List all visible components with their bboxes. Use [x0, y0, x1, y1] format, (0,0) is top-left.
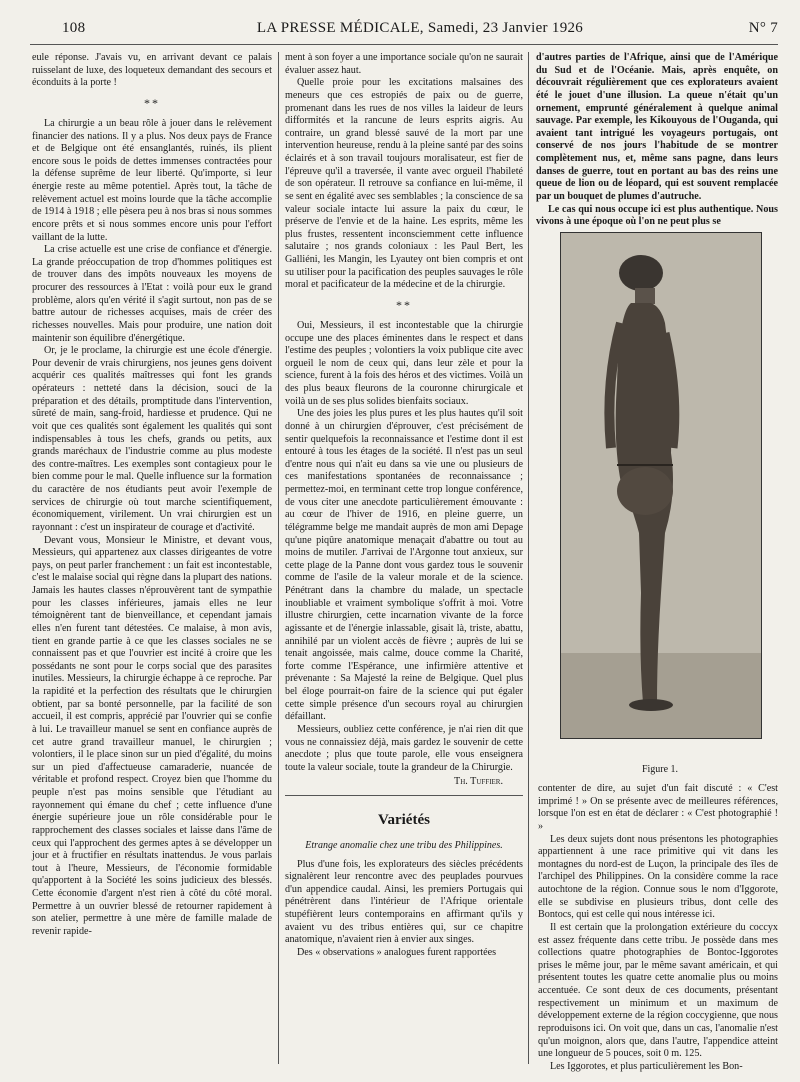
- figure-illustration: [561, 233, 761, 738]
- section-rule: [285, 795, 523, 796]
- column-1: [32, 52, 272, 1062]
- paragraph: Plus d'une fois, les explorateurs des siècles précédents signalèrent leur rencontre avec des peuplades pourvues d'un appendice caudal. Ainsi, les premiers Portugais qui pénétrèrent dans l'intérieur de l'Afrique orientale stupéfièrent leurs contemporains en affirmant qu'ils y avaient vu des tribus entières qui, sur ce chapitre anatomique, n'avaient rien à envier aux singes.: [285, 858, 523, 946]
- figure-photograph: [560, 232, 762, 739]
- paragraph: Oui, Messieurs, il est incontestable que la chirurgie occupe une des places éminentes dans le respect et dans l'estime des peuples ; volontiers la voix publique cite avec orgueil le nom de ceux qui, dans leur zèle et pour la science, furent à la fois des héros et des victimes. Voilà un des plus beaux fleurons de la couronne chirurgicale et voilà un de ses plus solides bienfaits sociaux.: [285, 319, 523, 407]
- paragraph: d'autres parties de l'Afrique, ainsi que de l'Amérique du Sud et de l'Océanie. Mais, après enquête, on découvrait régulièrement que ces explorateurs avaient été le jouet d'une illusion. La queue n'était qu'un ornement, emprunté généralement à quelque animal sauvage. Par exemple, les Kikouyous de l'Ouganda, qui avaient tant intrigué les voyageurs portugais, ont conservé de nos jours l'habitude de se montrer complètement nus, et, même sans pagne, dans leurs danses de guerre, tout en portant au bas des reins une queue de lion ou de léopard, qui est souvent remplacée par un bouquet de plumes d'autruche.: [536, 52, 778, 202]
- author-signature: Th. Tuffier.: [454, 776, 503, 788]
- paragraph: Messieurs, oubliez cette conférence, je n'ai rien dit que vous ne connaissiez déjà, mais gardez le souvenir de cette anecdote ; plus que toute parole, elle vous enseignera toute la valeur sociale, toute la grandeur de la Chirurgie.: [285, 723, 523, 773]
- column-3-bottom: [538, 783, 778, 1072]
- paragraph: Les deux sujets dont nous présentons les photographies appartiennent à une race primitive qui vit dans les montagnes du nord-est de Luçon, la principale des îles de l'archipel des Philippines. On la considère comme la race autochtone de la région. Connue sous le nom d'Iggorote, elle se subdivise en plusieurs tribus, dont celle des Bontocs, qui est celle qui nous intéresse ici.: [538, 833, 778, 921]
- paragraph: Il est certain que la prolongation extérieure du coccyx est assez fréquente dans cette tribu. Je possède dans mes collections quatre photographies de Bontoc-Iggorotes prises le même jour, par le même savant américain, et qui présentent toutes les quatre cette anomalie plus ou moins accentuée. Ce sont deux de ces documents, présentant respectivement un minimum et un maximum de développement externe de la région coccygienne, que nous reproduisons ici. On voit que, dans un cas, l'anomalie n'est qu'un moignon, alors que, dans l'autre, l'appendice atteint une longueur de 5 pouces, soit 0 m. 125.: [538, 921, 778, 1060]
- paragraph: Des « observations » analogues furent rapportées: [297, 946, 497, 958]
- section-title: Variétés: [378, 812, 430, 828]
- paragraph: Or, je le proclame, la chirurgie est une école d'énergie. Pour devenir de vrais chirurgiens, nos jeunes gens doivent acquérir ces qualités maîtresses qui font les grands opérateurs : netteté dans la décision, souci de la préparation et des détails, promptitude dans l'intervention, sûreté de main, sang-froid, hardiesse et prudence. Qui ne voit que ces qualités sont également les qualités qui sont indispensables à tous les chefs, grands ou petits, aux grands maréchaux de l'industrie comme au plus modeste des contre-maîtres. Les exemples sont contagieux pour le bien comme pour le mal. Quelle influence sur la formation du caractère de nos étudiants peut avoir l'exemple de services de chirurgie où tout marche scientifiquement, économiquement, virilement. Un vrai chirurgien est un rayonnant : c'est un inspirateur de courage et d'activité.: [32, 345, 272, 533]
- column-rule-2: [528, 52, 529, 1064]
- paragraph: La chirurgie a un beau rôle à jouer dans le relèvement financier des nations. Il y a plus. Nos deux pays de France et de Belgique ont été ensanglantés, ruinés, ils plient encore sous le poids de dettes immenses contractées pour la défense suprême de leur liberté. Qu'importe, si leur énergie reste au même potentiel. Après tout, la tâche de relèvement actuel est moins lourde que la tâche accomplie de 1914 à 1918 ; elle pèsera peu à nos bras si nous sommes encore prêts et si nous sommes encore unis pour l'effort vaillant de la lutte.: [32, 117, 272, 243]
- paragraph: ment à son foyer a une importance sociale qu'on ne saurait évaluer assez haut.: [285, 52, 523, 76]
- article-title: Etrange anomalie chez une tribu des Philippines.: [305, 840, 503, 851]
- issue-number: N° 7: [748, 20, 778, 36]
- section-separator: **: [144, 95, 160, 110]
- page-header: [62, 20, 778, 38]
- paragraph: eule réponse. J'avais vu, en arrivant devant ce palais ruisselant de luxe, des loqueteux demandant des secours et éconduits à la porte !: [32, 52, 272, 89]
- paragraph: Les Iggorotes, et plus particulièrement les Bon-: [550, 1060, 743, 1072]
- paragraph: Quelle proie pour les excitations malsaines des meneurs que ces estropiés de paix ou de guerre, promenant dans les rues de nos villes la laideur de leurs difformités et la rancune de leurs esprits aigris. Au contraire, un grand blessé sauvé de la mort par une intervention heureuse, rendu à la pleine santé par des soins éclairés et à son travail toujours moralisateur, est fier de l'épreuve qu'il a traversée, il vante avec orgueil l'habileté de son opérateur. Il retrouve sa confiance en lui-même, il se sent en égalité avec ses semblables ; la conscience de sa valeur sociale intacte lui assure la paix du cœur, le préserve de l'envie et de la haine. Les esprits, même les plus frustes, ressentent inconsciemment cette influence salutaire ; nos grands coloniaux : les Paul Bert, les Galliéni, les Mangin, les Lyautey ont bien compris et ont su utiliser pour la pacification des peuples sauvages le rôle moral et pacificateur de la médecine et de la chirurgie.: [285, 77, 523, 291]
- column-2: [285, 52, 523, 1062]
- column-3-top: [536, 52, 778, 228]
- section-separator: **: [396, 297, 412, 312]
- paragraph: Le cas qui nous occupe ici est plus authentique. Nous vivons à une époque où l'on ne peut plus se: [536, 203, 778, 228]
- paragraph: contenter de dire, au sujet d'un fait discuté : « C'est imprimé ! » On se présente avec de meilleures références, lorsque l'on est en état de déclarer : « C'est photographié ! »: [538, 783, 778, 832]
- paragraph: Une des joies les plus pures et les plus hautes qu'il soit donné à un chirurgien d'éprouver, c'est précisément de sentir quelquefois la reconnaissance et l'estime dont il est entouré à tous les étages de la société. Il n'est pas un seul d'entre nous qui n'ait eu dans sa vie une ou plusieurs de ces manifestations spontanées de reconnaissance ; permettez-moi, en terminant cette trop longue conférence, de vous citer une anecdote particulièrement émouvante : au cœur de l'hiver de 1916, en pleine guerre, un télégramme belge me mandait auprès de mon ami Depage qu'une piqûre anatomique menaçait d'abattre ou tout au moins de mutiler. J'arrivai de l'Argonne tout anxieux, sur cette plage de la Panne dont vous gardez tous le souvenir comme de l'asile de la valeur morale et de la science. Pénétrant dans la chambre du malade, un spectacle inoubliable et vraiment symbolique s'offrit à moi. Votre illustre chirurgien, cette incarnation vivante de la force agissante et de l'énergie inlassable, gisait là, triste, abattu, annihilé par un violent accès de fièvre ; auprès de lui se tenait angoissée, mais calme, douce comme la Charité, forte comme l'Espérance, une infirmière attentive et prévenante : Sa Majesté la reine de Belgique. Quel plus bel éloge pourrait-on faire de la science qui put égaler cette simple présence d'un secours royal au chirurgien défaillant.: [285, 408, 523, 723]
- paragraph: Devant vous, Monsieur le Ministre, et devant vous, Messieurs, qui appartenez aux classes dirigeantes de votre pays, on peut parler franchement : un fait est incontestable, c'est le malaise social qui règne dans la plupart des nations. Jamais les hautes classes n'éprouvèrent tant de sympathie pour les classes inférieures, jamais elles ne leur témoignèrent tant de bienveillance, et cependant jamais elles n'en furent tant détestées. Ce malaise, à mon avis, tient en grande partie à ce que les classes sociales ne se connaissent pas et que l'ouvrier est incité à croire que les possédants ne sont pour le corps social que des parasites inutiles. Messieurs, la chirurgie échappe à ce reproche. Par la rapidité et la perfection des résultats que le chirurgien obtient, par sa bonté personnelle, par la facilité de son accueil, il est compris, apprécié par l'ouvrier qui se confie à lui. Le travailleur manuel se sent en confiance auprès de cet autre grand travailleur manuel, le chirurgien ; volontiers, il le place sinon sur un pied d'égalité, du moins sur un pied d'affectueuse camaraderie, nuancée de véritable et profond respect. Croyez bien que l'homme du peuple n'est pas moins sensible que l'étudiant au rayonnement qui émane du chef ; cette influence d'une énergie supérieure joue un rôle considérable pour le rapprochement des classes sociales et laisse dans l'âme de ceux qui l'approchent des germes aptes à se développer un jour et à fructifier en résultats inattendus. Je vous parlais tout à l'heure, Messieurs, de l'économie formidable qu'apportent à la Société les soins judicieux des blessés. Cette économie d'argent n'est rien à côté du côté moral. Permettre à un ouvrier blessé de retourner rapidement à son atelier, permettre à une mère de famille malade de revenir rapide-: [32, 534, 272, 937]
- page-number: 108: [62, 20, 86, 36]
- journal-title: LA PRESSE MÉDICALE, Samedi, 23 Janvier 1926: [256, 20, 584, 36]
- column-rule-1: [278, 52, 279, 1064]
- header-rule: [30, 44, 778, 45]
- figure-caption: Figure 1.: [641, 764, 679, 775]
- paragraph: La crise actuelle est une crise de confiance et d'énergie. La grande préoccupation de trop d'hommes politiques est de trouver dans des impôts nouveaux les moyens de procurer des ressources à l'Etat : voilà pour eux le grand problème, alors qu'en vérité il s'agit surtout, non pas de se battre autour de richesses acquises, mais de créer des richesses nouvelles. Mais pour produire, une nation doit maintenir son équilibre d'énergétique.: [32, 244, 272, 344]
